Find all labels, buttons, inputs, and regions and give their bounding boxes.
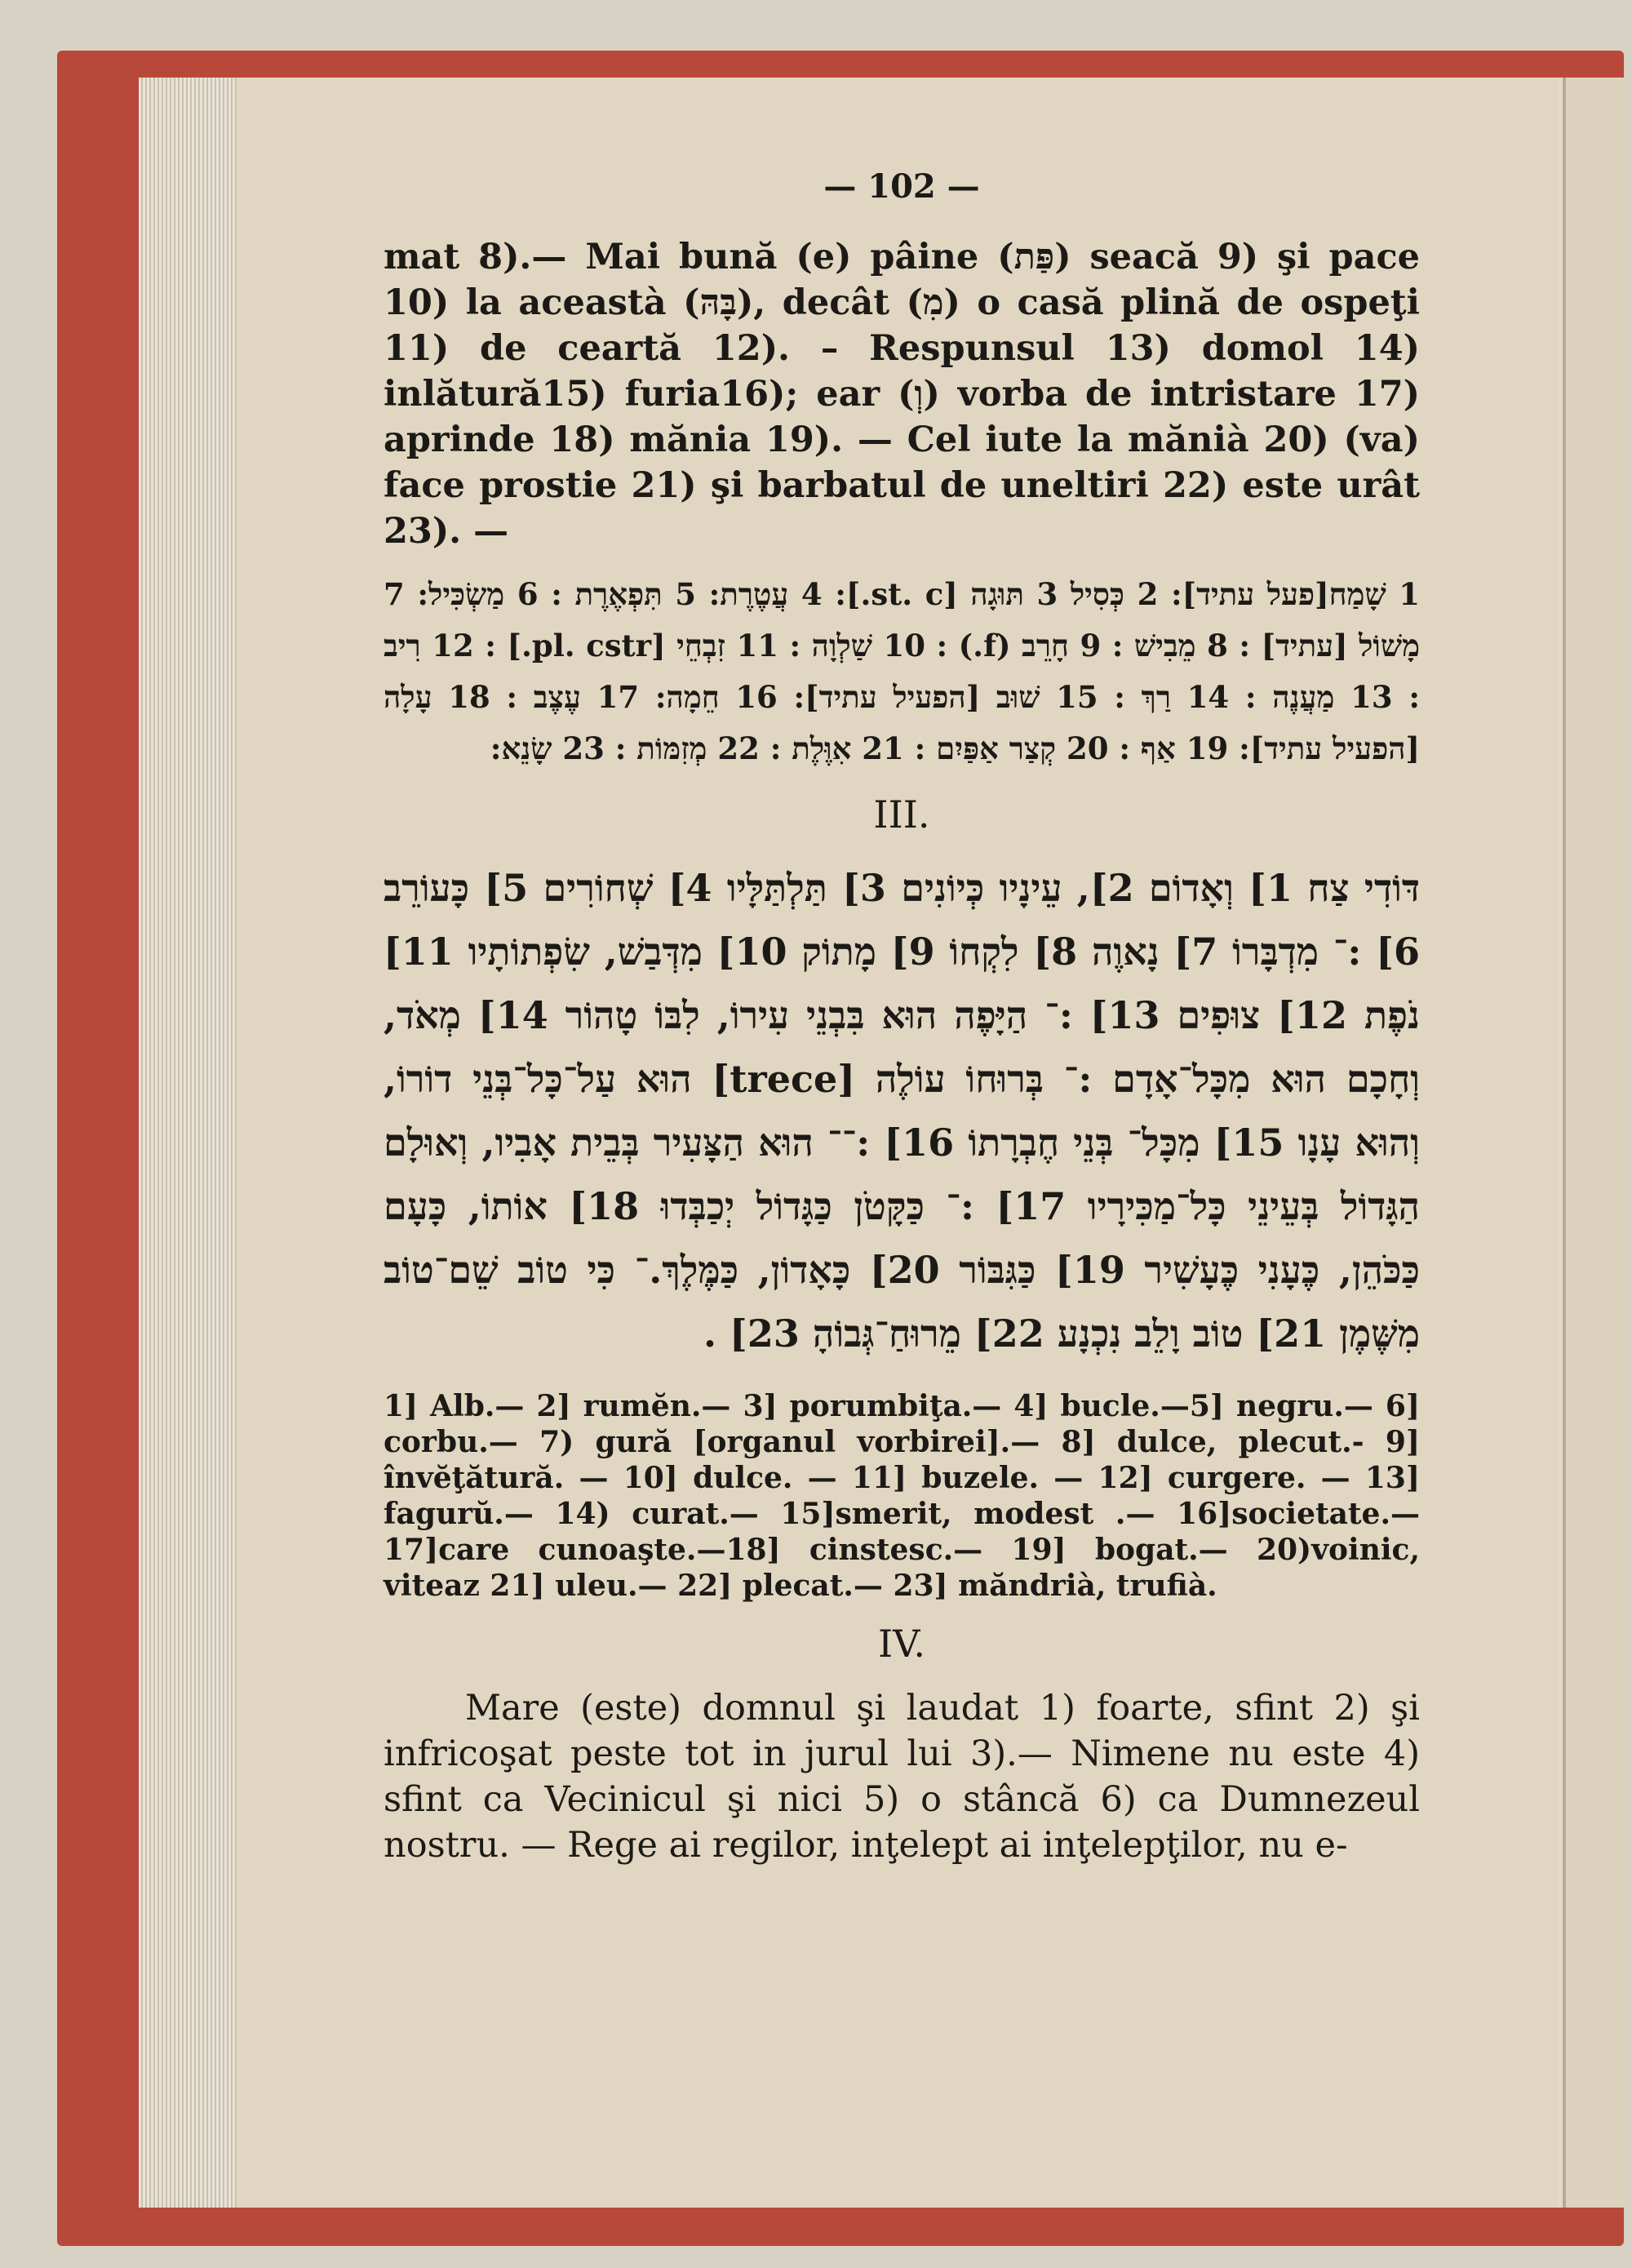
section-heading-iii: III. [873,792,930,837]
section-iv-paragraph: Mare (este) domnul şi laudat 1) foarte, sfint 2) şi infricoşat peste tot in jurul lui 3).— Nimene nu este 4) sfint ca Vecinicul şi nici 5) o stâncă 6) ca Dumnezeul nostru. — Rege ai regilor, inţelept ai inţelepţilor, nu e- [384,1688,1420,1866]
hebrew-passage: דּוֹדִי צַח 1] וְאָדוֹם 2], עֵינָיו כְּיוֹנִים 3] תַּלְתַּלָּיו 4] שְׁחוֹרִים 5] כָּעוֹרֵב 6] :־ מִדְבָּרוֹ 7] נָאוֶה 8] לִקְחוֹ 9] מָתוֹק 10] מִדְּבַשׁ, שִׂפְתוֹתָיו 11] נֹפֶת 12] צוּפִים 13] :־ הַיָּפֶה הוּא בִּבְנֵי עִירוֹ, לִבּוֹ טָהוֹר 14] מְאֹד, וְחָכָם הוּא מִכָּל־אָדָם :־ בְּרוּחוֹ עוֹלֶה [trece] הוּא עַל־כָּל־בְּנֵי דוֹרוֹ, וְהוּא עָנָו 15] מִכָּל־ בְּנֵי חֶבְרָתוֹ 16] :־־ הוּא הַצָּעִיר בְּבֵית אָבִיו, וְאוּלָם הַגָּדוֹל בְּעֵינֵי כָּל־מַכִּירָיו 17] :־ כַּקָּטֹן כַּגָּדוֹל יְכַבְּדוּ 18] אוֹתוֹ, כָּעָם כַּכֹּהֵן, כֶּעָנִי כֶּעָשִׁיר 19] כַּגִּבּוֹר 20] כָּאָדוֹן, כַּמֶּלֶךְ.־ כִּי טוֹב שֵׁם־טוֹב מִשֶּׁמֶן 21] טוֹב וָלֵב נִכְנָע 22] מֵרוּחַ־גְּבוֹהָ 23] . [384,866,1421,1356]
romanian-paragraph: mat 8).— Mai bună (e) pâine (פַּת) seacă 9) şi pace 10) la aceastà (בָּהּ), decât (מִ) o casă plină de ospeţi 11) de ceartă 12). – Respunsul 13) domol 14) inlătură15) furia16); ear (וְ) vorba de intristare 17) aprinde 18) mănia 19). — Cel iute la mănià 20) (va) face prostie 21) şi barbatul de uneltiri 22) este urât 23). — [384,237,1421,552]
page-number: — 102 — [823,167,980,206]
page-edges [139,78,237,2208]
page-content [384,159,1420,1868]
next-page-edge [1563,78,1627,2208]
vocabulary-list: 1 שָׁמַח[פעל עתיד]: 2 כְּסִיל 3 תּוּגָה [st. c.]: 4 עֲטֶרֶת: 5 תִּפְאֶרֶת : 6 מַשְׂכִּיל: 7 מָשׁוֹל [עתיד] : 8 מֵבִישׁ : 9 חָרֵב (f.) : 10 שַׁלְוָה : 11 זִבְחֵי [pl. cstr.] : 12 רִיב : 13 מַעֲנֶה : 14 רַךְ : 15 שׁוּב [הפעיל עתיד]: 16 חֵמָה: 17 עֶצֶב : 18 עָלָה [הפעיל עתיד]: 19 אַף : 20 קְצַר אַפַּיִם : 21 אִוֶּלֶת : 22 מְזִמּוֹת : 23 שָׂנֵא: [384,576,1421,766]
footnotes: 1] Alb.— 2] rumĕn.— 3] porumbiţa.— 4] bucle.—5] negru.— 6] corbu.— 7) gură [organul vorbirei].— 8] dulce, plecut.- 9] învĕţătură. — 10] dulce. — 11] buzele. — 12] curgere. — 13] fagurŭ.— 14) curat.— 15]smerit, modest .— 16]societate.— 17]care cunoaşte.—18] cinstesc.— 19] bogat.— 20)voinic, viteaz 21] uleu.— 22] plecat.— 23] măndrià, trufià. [384,1389,1420,1603]
section-heading-iv: IV. [878,1622,925,1666]
